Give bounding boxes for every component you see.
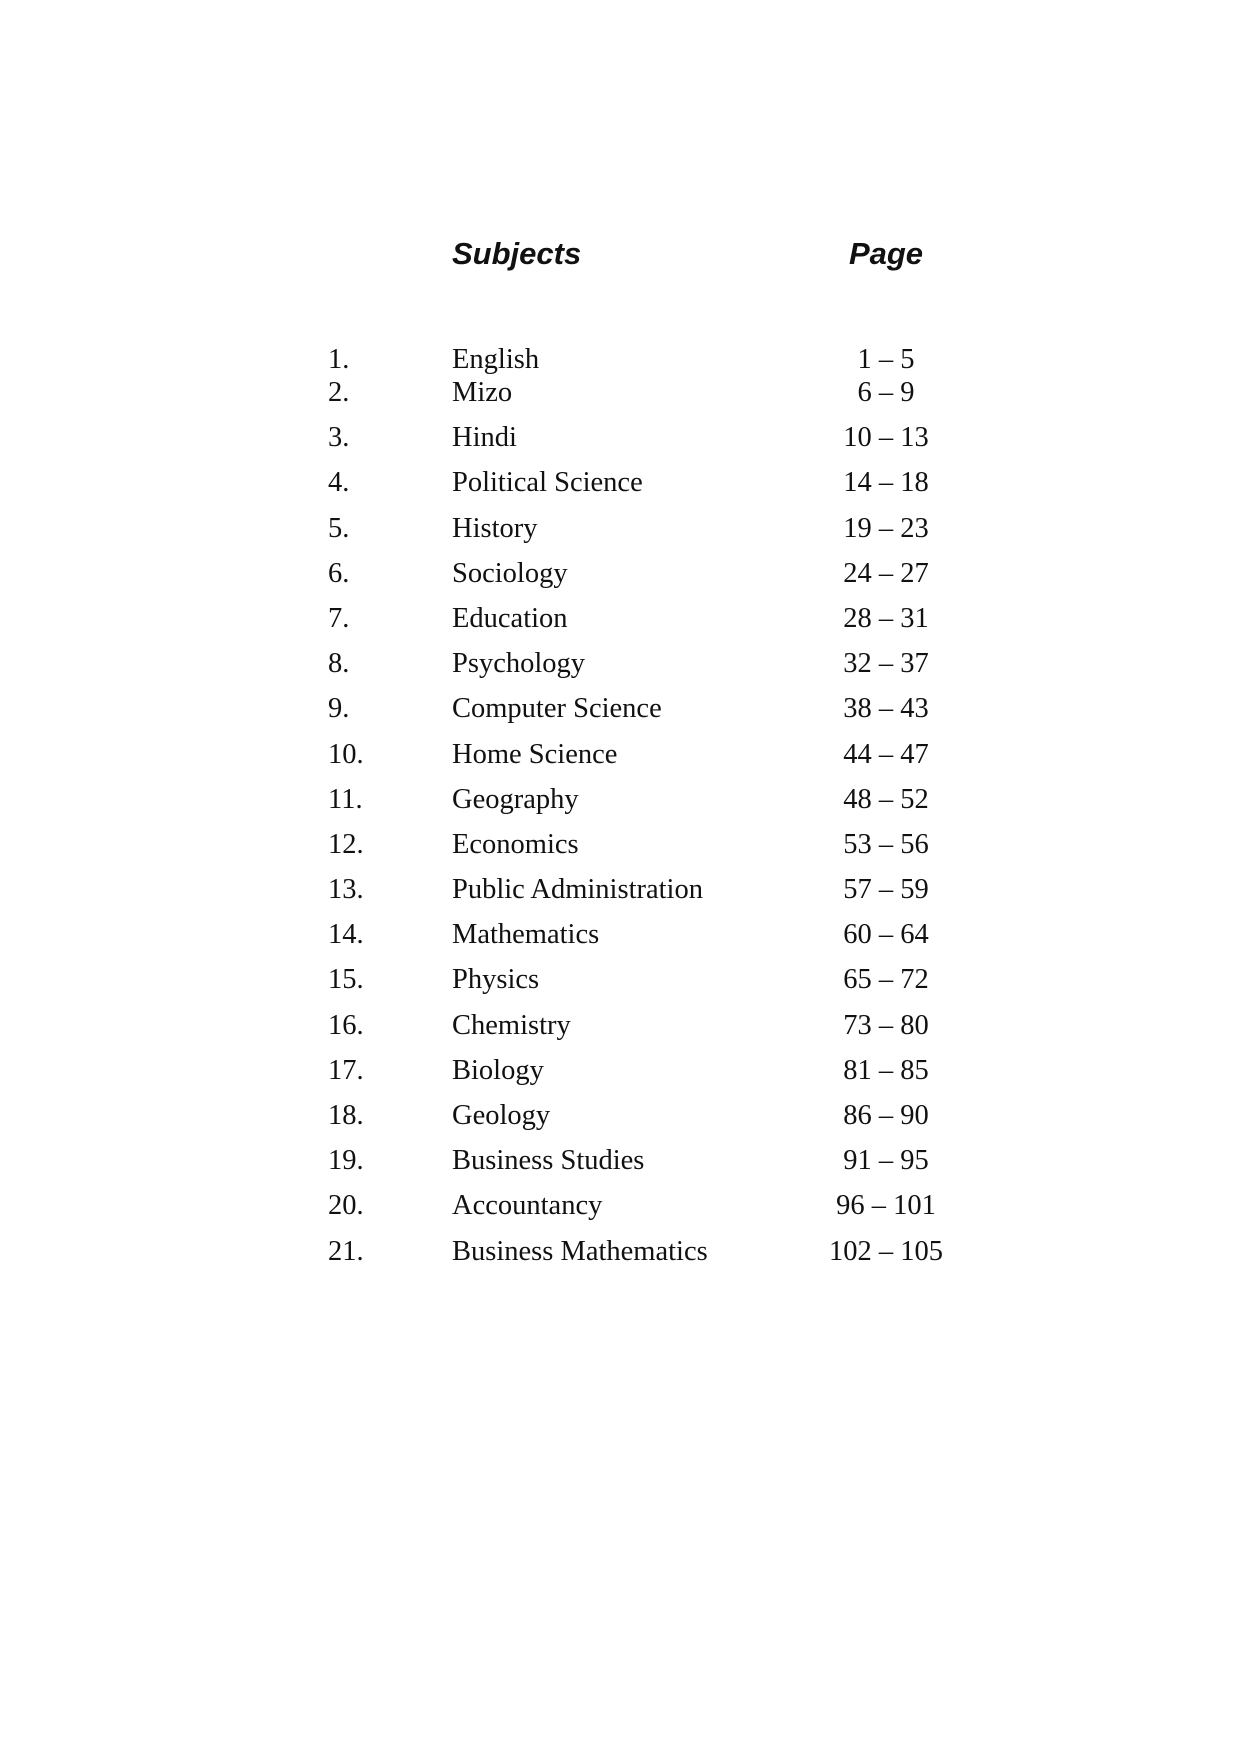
item-subject: Hindi: [452, 422, 517, 454]
contents-list: [0, 343, 1240, 1280]
item-pages: 38 – 43: [843, 693, 929, 725]
list-item: [0, 783, 1240, 828]
item-number: 15.: [328, 964, 364, 996]
list-item: [0, 343, 1240, 376]
item-pages: 86 – 90: [843, 1100, 929, 1131]
item-subject: Education: [452, 602, 568, 634]
item-pages: 65 – 72: [843, 964, 929, 996]
item-subject: Chemistry: [452, 1009, 571, 1041]
item-subject: Mizo: [452, 377, 513, 408]
item-subject: Business Mathematics: [452, 1235, 708, 1267]
page-heading: Page: [848, 236, 924, 271]
list-item: [0, 466, 1240, 511]
item-subject: Geology: [452, 1100, 551, 1131]
list-item: [0, 376, 1240, 421]
item-pages: 48 – 52: [843, 783, 929, 815]
item-pages: 44 – 47: [843, 738, 929, 770]
item-pages: 32 – 37: [843, 648, 929, 680]
item-subject: Political Science: [452, 467, 643, 499]
list-item: [0, 557, 1240, 602]
item-subject: Geography: [452, 783, 579, 815]
item-subject: Business Studies: [452, 1145, 645, 1177]
item-number: 12.: [328, 828, 364, 860]
list-item: [0, 1099, 1240, 1144]
item-subject: Sociology: [452, 557, 568, 589]
list-item: [0, 1009, 1240, 1054]
list-item: [0, 963, 1240, 1008]
item-number: 2.: [328, 377, 350, 408]
item-pages: 60 – 64: [843, 919, 929, 951]
item-number: 17.: [328, 1054, 364, 1086]
subjects-heading: Subjects: [452, 236, 582, 271]
item-number: 1.: [328, 344, 350, 375]
item-subject: Home Science: [452, 738, 618, 770]
item-pages: 73 – 80: [843, 1009, 929, 1041]
item-pages: 28 – 31: [843, 602, 929, 634]
list-item: [0, 692, 1240, 737]
item-subject: Computer Science: [452, 693, 662, 725]
item-number: 14.: [328, 919, 364, 951]
list-item: [0, 602, 1240, 647]
list-item: [0, 647, 1240, 692]
item-pages: 57 – 59: [843, 874, 929, 906]
item-subject: Biology: [452, 1054, 544, 1086]
item-subject: Physics: [452, 964, 540, 996]
item-pages: 19 – 23: [843, 512, 929, 544]
list-item: [0, 1054, 1240, 1099]
item-pages: 10 – 13: [843, 422, 929, 454]
item-number: 21.: [328, 1235, 364, 1267]
item-number: 20.: [328, 1190, 364, 1222]
item-pages: 14 – 18: [843, 467, 929, 499]
item-subject: Mathematics: [452, 919, 600, 951]
item-pages: 53 – 56: [843, 828, 929, 860]
item-number: 7.: [328, 602, 350, 634]
item-pages: 81 – 85: [843, 1054, 929, 1086]
item-number: 5.: [328, 512, 350, 544]
list-item: [0, 828, 1240, 873]
item-subject: Accountancy: [452, 1190, 603, 1222]
list-item: [0, 738, 1240, 783]
item-number: 8.: [328, 648, 350, 680]
item-pages: 96 – 101: [836, 1190, 936, 1222]
list-item: [0, 918, 1240, 963]
item-subject: English: [452, 344, 540, 375]
item-pages: 102 – 105: [829, 1235, 943, 1267]
list-item: [0, 1144, 1240, 1189]
item-pages: 1 – 5: [857, 344, 915, 375]
item-pages: 91 – 95: [843, 1145, 929, 1177]
item-pages: 24 – 27: [843, 557, 929, 589]
item-number: 4.: [328, 467, 350, 499]
list-item: [0, 421, 1240, 466]
list-item: [0, 512, 1240, 557]
item-subject: Economics: [452, 828, 579, 860]
item-number: 19.: [328, 1145, 364, 1177]
item-subject: History: [452, 512, 538, 544]
list-item: [0, 1235, 1240, 1280]
item-number: 18.: [328, 1100, 364, 1131]
list-item: [0, 873, 1240, 918]
item-pages: 6 – 9: [857, 377, 915, 408]
list-item: [0, 1189, 1240, 1234]
contents-header: [0, 236, 1240, 286]
item-number: 10.: [328, 738, 364, 770]
item-number: 13.: [328, 874, 364, 906]
item-number: 9.: [328, 693, 350, 725]
item-subject: Public Administration: [452, 874, 703, 906]
item-number: 6.: [328, 557, 350, 589]
item-subject: Psychology: [452, 648, 586, 680]
item-number: 16.: [328, 1009, 364, 1041]
item-number: 11.: [328, 783, 363, 815]
item-number: 3.: [328, 422, 350, 454]
